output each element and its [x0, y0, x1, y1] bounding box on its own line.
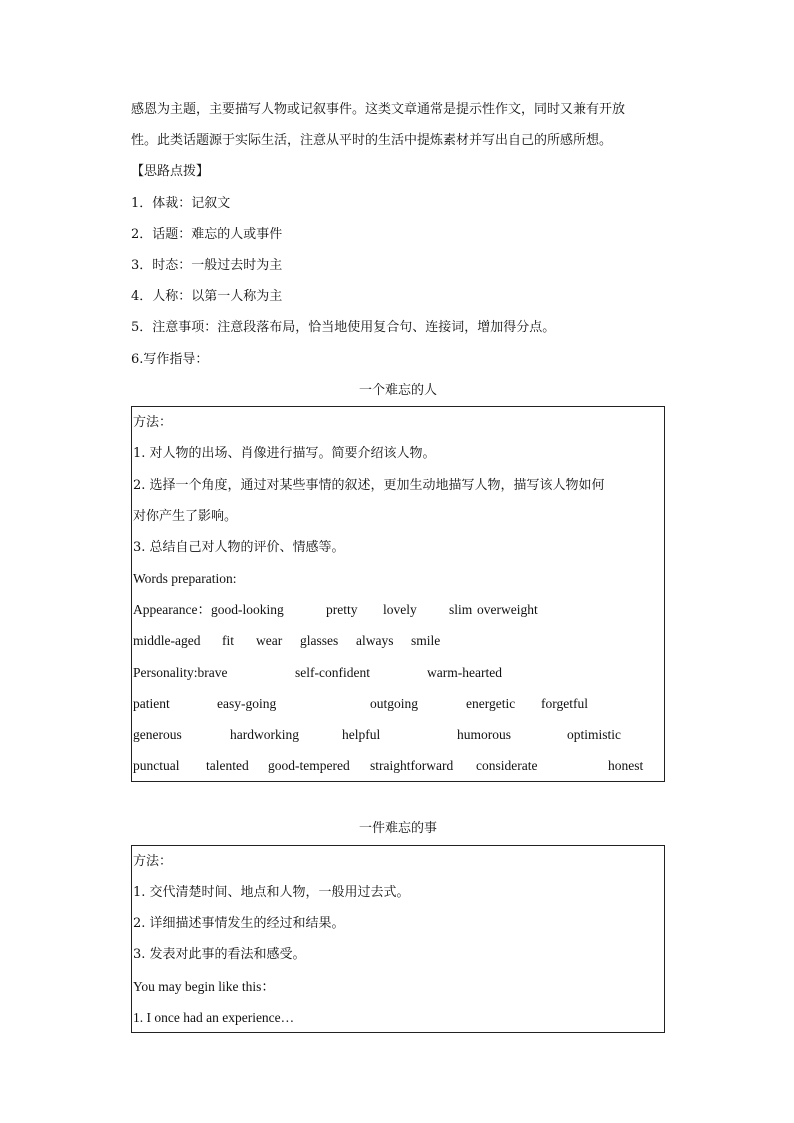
- person-method-label: 方法：: [133, 415, 173, 430]
- word: Personality:brave: [133, 665, 228, 680]
- event-box: [131, 845, 665, 1033]
- event-example: 1. I once had an experience…: [133, 1010, 295, 1025]
- event-step: 1. 交代清楚时间、地点和人物，一般用过去式。: [133, 885, 410, 900]
- intro-line-2: 性。此类话题源于实际生活，注意从平时的生活中提炼素材并写出自己的所感所想。: [131, 133, 613, 148]
- outline-item: 3．时态：一般过去时为主: [131, 258, 283, 273]
- event-step: 3. 发表对此事的看法和感受。: [133, 947, 306, 962]
- word: Appearance：good-looking: [133, 602, 284, 617]
- person-box: [131, 406, 665, 782]
- word: good-tempered: [268, 758, 350, 773]
- word: energetic: [466, 696, 516, 711]
- outline-item: 2．话题：难忘的人或事件: [131, 227, 283, 242]
- word: optimistic: [567, 727, 621, 742]
- word: always: [356, 633, 394, 648]
- outline-heading: 【思路点拨】: [131, 164, 210, 179]
- word: generous: [133, 727, 182, 742]
- word: talented: [206, 758, 249, 773]
- outline-item: 5．注意事项：注意段落布局，恰当地使用复合句、连接词，增加得分点。: [131, 320, 556, 335]
- event-begin-prompt: You may begin like this：: [133, 979, 275, 994]
- word: helpful: [342, 727, 381, 742]
- event-section-title: 一件难忘的事: [358, 821, 437, 836]
- word: punctual: [133, 758, 180, 773]
- word: outgoing: [370, 696, 419, 711]
- word: honest: [608, 758, 644, 773]
- person-step: 1. 对人物的出场、肖像进行描写。简要介绍该人物。: [133, 446, 436, 461]
- person-step: 3. 总结自己对人物的评价、情感等。: [133, 540, 345, 555]
- word: overweight: [477, 602, 538, 617]
- word: considerate: [476, 758, 538, 773]
- word: smile: [411, 633, 441, 648]
- word: lovely: [383, 602, 417, 617]
- person-section-title: 一个难忘的人: [358, 383, 437, 398]
- word: humorous: [457, 727, 511, 742]
- person-step: 对你产生了影响。: [133, 509, 238, 524]
- word: hardworking: [230, 727, 299, 742]
- word: straightforward: [370, 758, 454, 773]
- word: patient: [133, 696, 170, 711]
- word: pretty: [326, 602, 358, 617]
- event-step: 2. 详细描述事情发生的经过和结果。: [133, 916, 345, 931]
- words-heading: Words preparation:: [133, 571, 237, 586]
- word: warm-hearted: [427, 665, 502, 680]
- outline-item: 6.写作指导：: [131, 352, 209, 367]
- intro-line-1: 感恩为主题，主要描写人物或记叙事件。这类文章通常是提示性作文，同时又兼有开放: [131, 102, 626, 117]
- word: wear: [256, 633, 283, 648]
- word: glasses: [300, 633, 339, 648]
- word: fit: [222, 633, 234, 648]
- outline-item: 1．体裁：记叙文: [131, 196, 231, 211]
- word: easy-going: [217, 696, 277, 711]
- word: self-confident: [295, 665, 370, 680]
- word: middle-aged: [133, 633, 201, 648]
- event-method-label: 方法：: [133, 854, 173, 869]
- person-step: 2. 选择一个角度，通过对某些事情的叙述，更加生动地描写人物，描写该人物如何: [133, 478, 605, 493]
- word: slim: [449, 602, 473, 617]
- outline-item: 4．人称：以第一人称为主: [131, 289, 283, 304]
- word: forgetful: [541, 696, 588, 711]
